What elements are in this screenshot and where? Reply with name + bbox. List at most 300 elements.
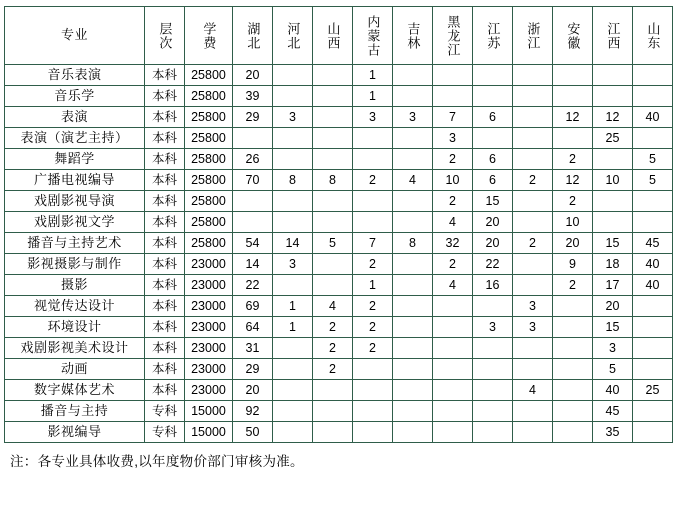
- cell-level: 本科: [145, 128, 185, 149]
- cell-major: [5, 380, 145, 401]
- cell-plan: 15: [593, 233, 633, 254]
- cell-plan: [473, 338, 513, 359]
- cell-major: [5, 191, 145, 212]
- cell-plan: [273, 401, 313, 422]
- table-row: [5, 149, 673, 170]
- table-header-row: [5, 7, 673, 65]
- cell-plan: 6: [473, 149, 513, 170]
- cell-plan: 1: [353, 275, 393, 296]
- major-name: 戏剧影视文学: [33, 213, 115, 229]
- cell-plan: 1: [353, 65, 393, 86]
- table-row: [5, 233, 673, 254]
- table-row: [5, 170, 673, 191]
- major-name: 音乐学: [54, 87, 95, 103]
- cell-plan: [513, 338, 553, 359]
- cell-plan: [633, 338, 673, 359]
- cell-plan: 20: [233, 65, 273, 86]
- cell-level: 本科: [145, 359, 185, 380]
- cell-plan: [513, 191, 553, 212]
- cell-major: [5, 401, 145, 422]
- cell-fee: 25800: [185, 107, 233, 128]
- cell-plan: 6: [473, 170, 513, 191]
- cell-plan: [513, 275, 553, 296]
- header-province-shandong: 山东: [633, 7, 673, 65]
- cell-plan: [633, 65, 673, 86]
- cell-plan: 2: [513, 170, 553, 191]
- cell-plan: [433, 380, 473, 401]
- cell-plan: 3: [473, 317, 513, 338]
- cell-plan: 2: [353, 170, 393, 191]
- cell-plan: [393, 65, 433, 86]
- cell-major: [5, 359, 145, 380]
- cell-plan: 40: [633, 275, 673, 296]
- cell-plan: 35: [593, 422, 633, 443]
- cell-plan: [553, 401, 593, 422]
- cell-plan: 45: [633, 233, 673, 254]
- table-row: [5, 191, 673, 212]
- cell-plan: [353, 359, 393, 380]
- cell-plan: [393, 191, 433, 212]
- cell-plan: [393, 422, 433, 443]
- cell-plan: [473, 128, 513, 149]
- cell-plan: [633, 422, 673, 443]
- cell-plan: [353, 422, 393, 443]
- cell-plan: 20: [593, 296, 633, 317]
- cell-plan: [353, 401, 393, 422]
- table-row: [5, 212, 673, 233]
- cell-plan: [473, 86, 513, 107]
- cell-plan: [393, 317, 433, 338]
- cell-plan: [433, 317, 473, 338]
- cell-plan: [473, 422, 513, 443]
- cell-plan: [593, 65, 633, 86]
- cell-plan: 45: [593, 401, 633, 422]
- cell-plan: [233, 128, 273, 149]
- cell-level: 本科: [145, 317, 185, 338]
- cell-plan: [353, 212, 393, 233]
- cell-fee: 25800: [185, 170, 233, 191]
- cell-plan: 31: [233, 338, 273, 359]
- cell-plan: 12: [553, 170, 593, 191]
- header-province-heilongjiang: 黑龙江: [433, 7, 473, 65]
- major-name: 影视编导: [47, 423, 102, 439]
- cell-plan: [593, 149, 633, 170]
- cell-plan: 3: [513, 296, 553, 317]
- cell-plan: [473, 401, 513, 422]
- cell-major: [5, 338, 145, 359]
- cell-plan: 4: [513, 380, 553, 401]
- cell-plan: 29: [233, 359, 273, 380]
- cell-plan: [633, 401, 673, 422]
- cell-plan: 8: [273, 170, 313, 191]
- cell-fee: 23000: [185, 359, 233, 380]
- cell-plan: [313, 65, 353, 86]
- cell-major: [5, 317, 145, 338]
- cell-plan: [593, 191, 633, 212]
- cell-plan: 20: [553, 233, 593, 254]
- cell-plan: [553, 317, 593, 338]
- cell-plan: 20: [473, 233, 513, 254]
- cell-plan: [433, 338, 473, 359]
- cell-fee: 25800: [185, 149, 233, 170]
- cell-plan: 10: [553, 212, 593, 233]
- cell-plan: [513, 212, 553, 233]
- cell-level: 本科: [145, 170, 185, 191]
- cell-major: [5, 170, 145, 191]
- cell-plan: [313, 254, 353, 275]
- cell-plan: [513, 128, 553, 149]
- cell-plan: 9: [553, 254, 593, 275]
- cell-plan: 25: [593, 128, 633, 149]
- header-province-neimenggu: 内蒙古: [353, 7, 393, 65]
- cell-plan: 4: [433, 275, 473, 296]
- cell-major: [5, 254, 145, 275]
- cell-plan: 12: [593, 107, 633, 128]
- cell-plan: [393, 86, 433, 107]
- major-name: 环境设计: [47, 318, 102, 334]
- cell-plan: [433, 65, 473, 86]
- cell-plan: [313, 107, 353, 128]
- cell-plan: 1: [273, 296, 313, 317]
- cell-plan: 3: [513, 317, 553, 338]
- cell-plan: [273, 275, 313, 296]
- cell-plan: [313, 128, 353, 149]
- cell-plan: 3: [593, 338, 633, 359]
- cell-plan: [633, 317, 673, 338]
- cell-plan: [553, 359, 593, 380]
- cell-plan: [353, 149, 393, 170]
- cell-plan: 16: [473, 275, 513, 296]
- cell-major: [5, 107, 145, 128]
- cell-plan: [313, 380, 353, 401]
- table-row: [5, 317, 673, 338]
- cell-plan: 8: [313, 170, 353, 191]
- cell-plan: 3: [273, 254, 313, 275]
- table-row: [5, 401, 673, 422]
- cell-plan: 2: [353, 338, 393, 359]
- cell-plan: [633, 359, 673, 380]
- cell-plan: 2: [553, 275, 593, 296]
- cell-plan: [393, 338, 433, 359]
- header-province-shanxi: 山西: [313, 7, 353, 65]
- cell-fee: 25800: [185, 212, 233, 233]
- cell-plan: [553, 380, 593, 401]
- major-name: 播音与主持艺术: [27, 234, 122, 250]
- cell-plan: [433, 359, 473, 380]
- header-province-hebei: 河北: [273, 7, 313, 65]
- cell-plan: [393, 128, 433, 149]
- cell-plan: [273, 128, 313, 149]
- cell-plan: [633, 86, 673, 107]
- cell-plan: 2: [353, 317, 393, 338]
- cell-plan: [273, 191, 313, 212]
- cell-plan: [393, 401, 433, 422]
- cell-fee: 25800: [185, 128, 233, 149]
- cell-plan: [273, 65, 313, 86]
- cell-major: [5, 296, 145, 317]
- header-province-jiangxi: 江西: [593, 7, 633, 65]
- cell-plan: [393, 149, 433, 170]
- cell-plan: 14: [273, 233, 313, 254]
- cell-major: [5, 422, 145, 443]
- cell-fee: 15000: [185, 422, 233, 443]
- cell-plan: 12: [553, 107, 593, 128]
- cell-plan: 10: [433, 170, 473, 191]
- header-province-zhejiang: 浙江: [513, 7, 553, 65]
- cell-fee: 23000: [185, 296, 233, 317]
- cell-plan: [313, 191, 353, 212]
- cell-plan: 70: [233, 170, 273, 191]
- cell-plan: 1: [353, 86, 393, 107]
- cell-fee: 23000: [185, 254, 233, 275]
- major-name: 动画: [60, 360, 88, 376]
- cell-plan: [513, 149, 553, 170]
- cell-plan: 15: [593, 317, 633, 338]
- cell-plan: 6: [473, 107, 513, 128]
- cell-plan: [353, 128, 393, 149]
- cell-plan: [273, 359, 313, 380]
- cell-plan: 39: [233, 86, 273, 107]
- cell-plan: [273, 380, 313, 401]
- cell-plan: 7: [353, 233, 393, 254]
- table-row: [5, 380, 673, 401]
- cell-plan: [553, 422, 593, 443]
- cell-plan: 3: [353, 107, 393, 128]
- major-name: 播音与主持: [40, 402, 109, 418]
- cell-level: 本科: [145, 233, 185, 254]
- cell-plan: [433, 401, 473, 422]
- cell-plan: [633, 128, 673, 149]
- cell-fee: 23000: [185, 317, 233, 338]
- cell-plan: 32: [433, 233, 473, 254]
- cell-plan: [353, 380, 393, 401]
- cell-plan: 40: [593, 380, 633, 401]
- table-row: [5, 359, 673, 380]
- table-row: [5, 275, 673, 296]
- table-row: [5, 338, 673, 359]
- table-row: [5, 128, 673, 149]
- major-name: 影视摄影与制作: [27, 255, 122, 271]
- cell-plan: 64: [233, 317, 273, 338]
- table-row: [5, 296, 673, 317]
- cell-plan: [313, 212, 353, 233]
- cell-plan: 2: [433, 254, 473, 275]
- cell-plan: [273, 86, 313, 107]
- enrollment-plan-table: [4, 6, 673, 443]
- major-name: 音乐表演: [47, 66, 102, 82]
- cell-plan: [273, 422, 313, 443]
- cell-plan: 25: [633, 380, 673, 401]
- cell-plan: [513, 107, 553, 128]
- cell-plan: [393, 212, 433, 233]
- cell-plan: [513, 359, 553, 380]
- table-row: [5, 254, 673, 275]
- major-name: 表演（演艺主持）: [20, 129, 129, 145]
- cell-plan: [393, 296, 433, 317]
- cell-plan: [593, 212, 633, 233]
- table-row: [5, 422, 673, 443]
- cell-plan: 20: [233, 380, 273, 401]
- cell-plan: 4: [393, 170, 433, 191]
- cell-plan: [353, 191, 393, 212]
- cell-fee: 25800: [185, 233, 233, 254]
- major-name: 摄影: [60, 276, 88, 292]
- cell-plan: [473, 65, 513, 86]
- cell-plan: 20: [473, 212, 513, 233]
- cell-plan: 2: [313, 359, 353, 380]
- cell-plan: 10: [593, 170, 633, 191]
- cell-major: [5, 65, 145, 86]
- cell-level: 专科: [145, 422, 185, 443]
- cell-plan: [273, 149, 313, 170]
- cell-plan: 4: [433, 212, 473, 233]
- cell-plan: 17: [593, 275, 633, 296]
- cell-level: 本科: [145, 86, 185, 107]
- header-level: 层次: [145, 7, 185, 65]
- cell-plan: 4: [313, 296, 353, 317]
- cell-plan: 2: [433, 191, 473, 212]
- cell-plan: [553, 86, 593, 107]
- cell-plan: 5: [593, 359, 633, 380]
- cell-plan: 29: [233, 107, 273, 128]
- cell-plan: 40: [633, 107, 673, 128]
- cell-plan: 3: [433, 128, 473, 149]
- cell-plan: [313, 275, 353, 296]
- cell-plan: [393, 254, 433, 275]
- cell-plan: 54: [233, 233, 273, 254]
- cell-plan: 2: [553, 149, 593, 170]
- cell-plan: 2: [313, 317, 353, 338]
- cell-fee: 25800: [185, 86, 233, 107]
- major-name: 视觉传达设计: [33, 297, 115, 313]
- cell-plan: [513, 401, 553, 422]
- table-row: [5, 107, 673, 128]
- cell-level: 本科: [145, 380, 185, 401]
- cell-fee: 23000: [185, 275, 233, 296]
- cell-major: [5, 212, 145, 233]
- cell-level: 本科: [145, 275, 185, 296]
- cell-level: 本科: [145, 212, 185, 233]
- table-row: [5, 86, 673, 107]
- cell-plan: [233, 212, 273, 233]
- header-fee: 学费: [185, 7, 233, 65]
- major-name: 舞蹈学: [54, 150, 95, 166]
- cell-plan: 69: [233, 296, 273, 317]
- cell-fee: 25800: [185, 65, 233, 86]
- cell-plan: [313, 401, 353, 422]
- cell-major: [5, 86, 145, 107]
- cell-plan: [513, 422, 553, 443]
- cell-plan: [313, 86, 353, 107]
- footnote: 注：各专业具体收费,以年度物价部门审核为准。: [10, 454, 304, 469]
- cell-plan: 1: [273, 317, 313, 338]
- header-province-jiangsu: 江苏: [473, 7, 513, 65]
- major-name: 数字媒体艺术: [33, 381, 115, 397]
- cell-plan: 3: [393, 107, 433, 128]
- cell-major: [5, 149, 145, 170]
- cell-level: 本科: [145, 149, 185, 170]
- cell-plan: 22: [473, 254, 513, 275]
- cell-plan: [633, 212, 673, 233]
- cell-plan: 5: [633, 149, 673, 170]
- cell-plan: [473, 359, 513, 380]
- header-province-jilin: 吉林: [393, 7, 433, 65]
- cell-fee: 23000: [185, 338, 233, 359]
- cell-plan: 5: [313, 233, 353, 254]
- cell-fee: 25800: [185, 191, 233, 212]
- cell-level: 专科: [145, 401, 185, 422]
- cell-plan: 22: [233, 275, 273, 296]
- cell-plan: [233, 191, 273, 212]
- cell-plan: 3: [273, 107, 313, 128]
- cell-plan: [553, 128, 593, 149]
- cell-plan: [513, 86, 553, 107]
- cell-plan: [473, 296, 513, 317]
- cell-level: 本科: [145, 65, 185, 86]
- cell-major: [5, 275, 145, 296]
- cell-plan: [433, 422, 473, 443]
- cell-plan: [393, 380, 433, 401]
- cell-plan: 2: [553, 191, 593, 212]
- cell-plan: [393, 275, 433, 296]
- cell-plan: 50: [233, 422, 273, 443]
- cell-plan: [393, 359, 433, 380]
- cell-plan: [553, 296, 593, 317]
- cell-plan: [313, 422, 353, 443]
- cell-plan: [473, 380, 513, 401]
- cell-plan: [553, 338, 593, 359]
- cell-level: 本科: [145, 107, 185, 128]
- header-major: 专业: [5, 7, 145, 65]
- cell-plan: [553, 65, 593, 86]
- major-name: 戏剧影视美术设计: [20, 339, 129, 355]
- cell-plan: [633, 296, 673, 317]
- cell-level: 本科: [145, 338, 185, 359]
- cell-plan: 8: [393, 233, 433, 254]
- header-province-anhui: 安徽: [553, 7, 593, 65]
- cell-major: [5, 128, 145, 149]
- cell-plan: 2: [313, 338, 353, 359]
- cell-plan: [273, 212, 313, 233]
- table-body: [5, 65, 673, 443]
- cell-plan: 2: [353, 296, 393, 317]
- cell-major: [5, 233, 145, 254]
- cell-level: 本科: [145, 296, 185, 317]
- cell-plan: [513, 65, 553, 86]
- cell-plan: [433, 296, 473, 317]
- cell-fee: 15000: [185, 401, 233, 422]
- cell-fee: 23000: [185, 380, 233, 401]
- cell-level: 本科: [145, 191, 185, 212]
- cell-plan: 5: [633, 170, 673, 191]
- cell-plan: 40: [633, 254, 673, 275]
- header-province-hubei: 湖北: [233, 7, 273, 65]
- cell-level: 本科: [145, 254, 185, 275]
- cell-plan: 26: [233, 149, 273, 170]
- cell-plan: 15: [473, 191, 513, 212]
- major-name: 广播电视编导: [33, 171, 115, 187]
- cell-plan: 92: [233, 401, 273, 422]
- cell-plan: 14: [233, 254, 273, 275]
- cell-plan: 2: [433, 149, 473, 170]
- cell-plan: [433, 86, 473, 107]
- cell-plan: [513, 254, 553, 275]
- cell-plan: [593, 86, 633, 107]
- cell-plan: [273, 338, 313, 359]
- cell-plan: 7: [433, 107, 473, 128]
- table-row: [5, 65, 673, 86]
- cell-plan: [633, 191, 673, 212]
